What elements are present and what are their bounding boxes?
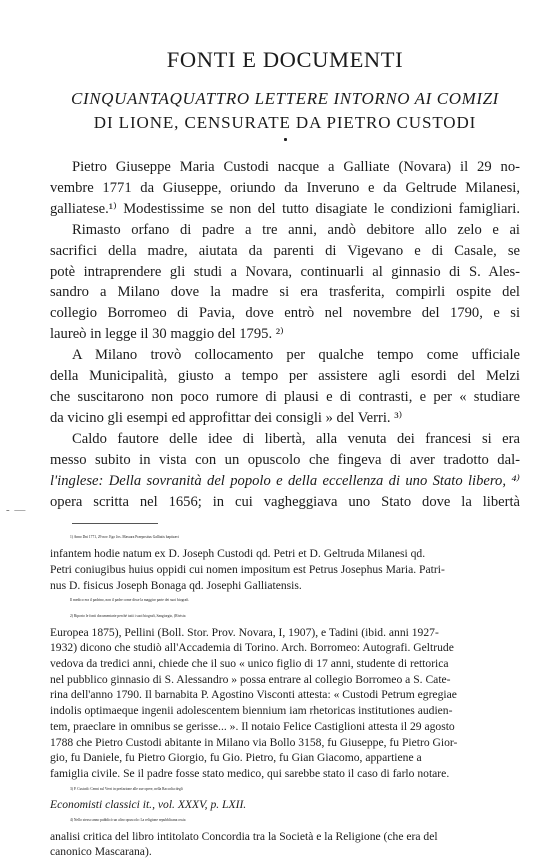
main-text (50, 157, 520, 512)
footnote-line: 2) Riporto le fonti documentarie perchè tutti i suoi biografi, Sangiorgio, (Rivista (70, 613, 186, 618)
title-ornament-dot (284, 138, 287, 141)
footnote-line: 3) P. Custodi: Cenni sul Verri in prefazione alle sue opere, nella Raccolta degli (70, 786, 183, 791)
text-line: opera scritta nel 1656; in cui vagheggiava uno Stato dove la libertà (50, 493, 520, 510)
footnote-line: 1788 che Pietro Custodi abitante in Milano via Bollo 3158, fu Giuseppe, fu Pietro Gior- (50, 735, 458, 749)
text-line: messo subito in vista con un opuscolo che fingeva di aver tradotto dal- (50, 451, 520, 468)
text-line: della Municipalità, giusto a tempo per assistere agli esordi del Melzi (50, 368, 520, 385)
footnote-line: analisi critica del libro intitolato Concordia tra la Società e la Religione (che era del (50, 829, 438, 843)
paragraph-4 (50, 429, 520, 513)
text-line: A Milano trovò collocamento per qualche tempo come ufficiale (72, 347, 520, 364)
text-line: l'inglese: Della sovranità del popolo e della eccellenza di uno Stato libero, ⁴⁾ (50, 472, 520, 489)
footnotes (50, 530, 520, 860)
text-line: sacrifici della madre, aiutata da parenti di Vigevano e di Casale, se (50, 242, 520, 259)
text-line: Caldo fautore delle idee di libertà, alla venuta dei francesi si era (72, 430, 520, 447)
subtitle-line-2: DI LIONE, CENSURATE DA PIETRO CUSTODI (93, 113, 477, 132)
text-line: collegio Borromeo di Pavia, dove entrò nel novembre del 1790, e si (50, 305, 520, 322)
footnote-line: indolis optimaeque ingenii adolescentem biennium iam rhetoricas institutiones audien- (50, 704, 453, 718)
text-line: Rimasto orfano di padre a tre anni, andò debitore allo zelo e ai (72, 221, 520, 238)
paragraph-1 (50, 157, 520, 220)
footnote-line: Europea 1875), Pellini (Boll. Stor. Prov. Novara, I, 1907), e Tadini (ibid. anni 1927- (50, 625, 439, 639)
text-line: da vicino gli esempi ed approfittar dei consigli » del Verri. ³⁾ (50, 409, 403, 426)
text-line: galliatese.¹⁾ Modestissime se non del tutto disagiate le condizioni famigliari. (50, 200, 520, 217)
paragraph-3 (50, 345, 520, 429)
footnote-line: canonico Mascarana). (50, 845, 152, 859)
footnote-line: nel pubblico ginnasio di S. Alessandro » possa entrare al collegio Borromeo a S. Cate- (50, 672, 451, 686)
paragraph-2 (50, 220, 520, 345)
footnote-line: nus D. fisicus Joseph Bonaga qd. Josephi Galliatensis. (50, 578, 302, 592)
page-title: FONTI E DOCUMENTI (166, 47, 404, 72)
document-page (50, 0, 520, 860)
footnote-line: gio, fu Daniele, fu Pietro Giorgio, fu Gio. Pietro, fu Gian Giacomo, appartiene a (50, 751, 422, 765)
footnote-line: infantem hodie natum ex D. Joseph Custodi qd. Petri et D. Geltruda Milanesi qd. (50, 547, 426, 561)
text-line: sandro a Milano dove la madre si era trasferita, compirli ospite del (50, 284, 520, 301)
footnote-line: 4) Nello stesso anno pubblicò un altro opuscolo: La religione repubblicana ossia (70, 818, 186, 823)
text-line: Pietro Giuseppe Maria Custodi nacque a Galliate (Novara) il 29 no- (72, 159, 520, 175)
footnote-line: vedova da tredici anni, chiede che il suo « unico figlio di 17 anni, studente di rettorica (50, 657, 449, 671)
subtitle-line-1: CINQUANTAQUATTRO LETTERE INTORNO AI COMIZI (71, 89, 499, 108)
article-subtitle (50, 87, 520, 135)
footnote-line: tem, praeclare in omnibus se gerisse... ». Il notaio Felice Castiglioni attesta il 29 agosto (50, 719, 455, 733)
text-line: che suscitarono non poco rumore di plausi e di contrasti, e per « studiare (50, 388, 520, 405)
footnote-line: 1932) dicono che studiò all'Accademia di Torino. Arch. Borromeo: Autografi. Geltrude (50, 641, 454, 655)
margin-mark: - — (6, 504, 27, 516)
text-line: laureò in legge il 30 maggio del 1795. ²⁾ (50, 326, 284, 343)
footnote-line: Petri coniugibus huius oppidi cui nomen impositum est Petrus Josephus Maria. Patri- (50, 562, 445, 576)
footnote-line: famiglia civile. Se il padre fosse stato medico, qui sarebbe stato il caso di farlo notare. (50, 766, 450, 780)
footnote-separator (72, 523, 158, 524)
footnote-line: rina dell'anno 1790. Il barnabita P. Agostino Visconti attesta: « Custodi Petrum egregiae (50, 688, 457, 702)
footnote-line: Economisti classici it., vol. XXXV, p. LXII. (50, 798, 247, 812)
text-line: potè intraprendere gli studi a Novara, continuarli al ginnasio di S. Ales- (50, 263, 520, 280)
text-line: vembre 1771 da Giuseppe, oriundo da Inveruno e da Geltrude Milanesi, (50, 179, 520, 196)
footnote-line: 1) Anno Dni 1771, 29 nov. Ego Jos. Massara Praepositus Galliatis baptizavi (70, 535, 179, 540)
footnote-line: Il medico era il padrino, non il padre come disse la maggior parte dei suoi biografi. (70, 598, 190, 603)
